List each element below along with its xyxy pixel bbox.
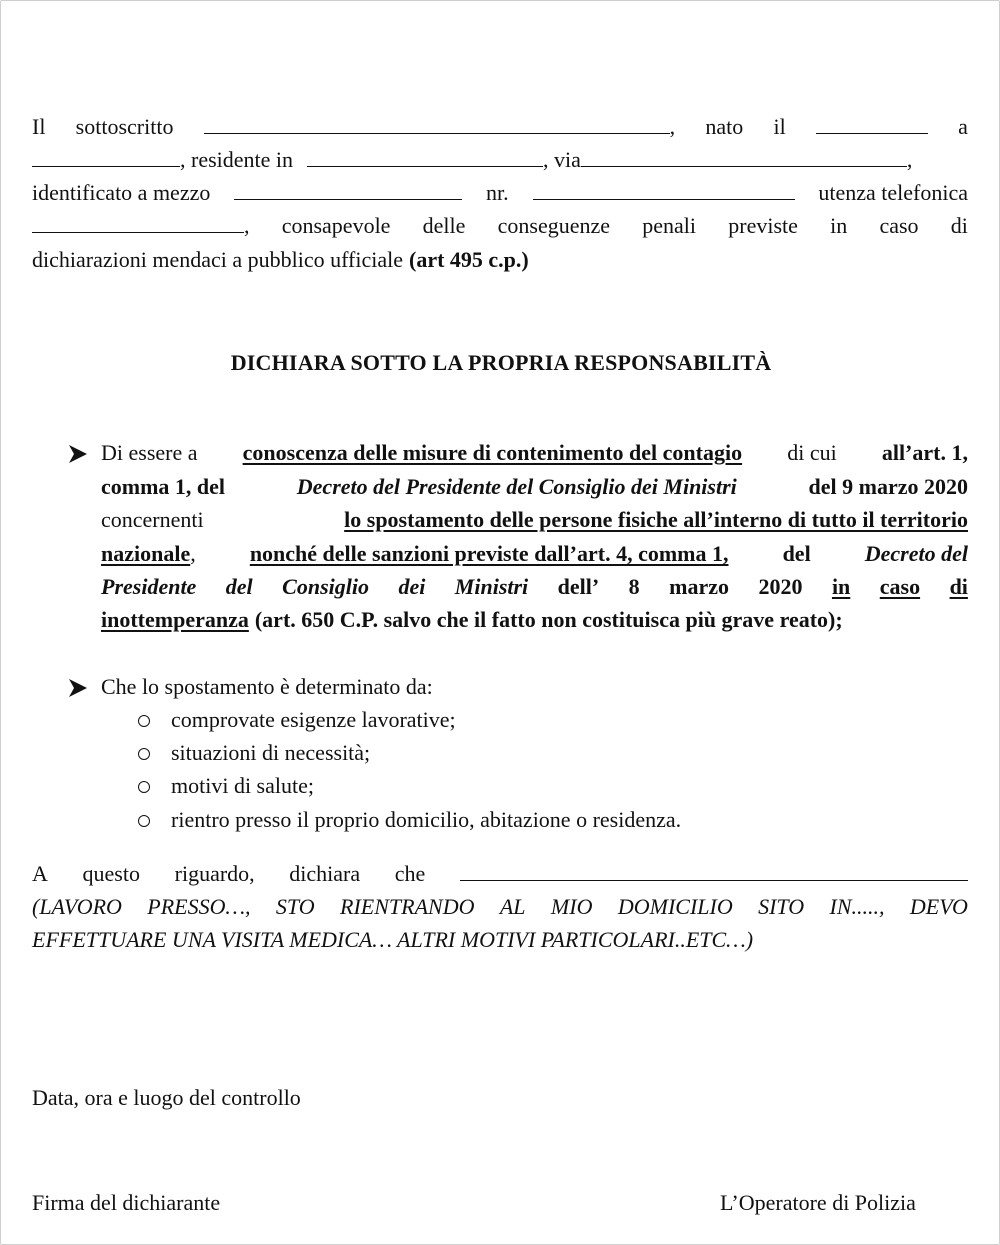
bullet1-text: comma 1, del (101, 474, 226, 499)
circle-bullet-icon (138, 815, 150, 827)
regard-text: SITO (758, 894, 805, 919)
circle-bullet-icon (138, 715, 150, 727)
bullet1-text: marzo (669, 574, 729, 599)
intro-text: il (773, 114, 786, 139)
bullet1-line-4 (101, 539, 968, 569)
intro-text: utenza telefonica (818, 180, 968, 205)
intro-text: , (244, 213, 250, 238)
bullet1-line-1 (101, 438, 968, 468)
bullet1-text: conoscenza delle misure di contenimento del contagio (242, 440, 743, 465)
circle-bullet-icon (138, 781, 150, 793)
intro-text: , (906, 147, 913, 172)
reason-item: comprovate esigenze lavorative; (171, 707, 456, 732)
intro-text: previste (728, 213, 798, 238)
declaration-heading: DICHIARA SOTTO LA PROPRIA RESPONSABILITÀ (230, 350, 772, 375)
intro-text: , (669, 114, 676, 139)
bullet1-text: Ministri (454, 574, 529, 599)
regard-text: che (394, 861, 426, 886)
date-place-label: Data, ora e luogo del controllo (32, 1085, 301, 1110)
id-number-field-blank[interactable] (533, 179, 795, 200)
bullet1-text: in (831, 574, 851, 599)
regard-text: riguardo, (174, 861, 255, 886)
bullet1-text: dell’ (557, 574, 600, 599)
intro-text: a (958, 114, 968, 139)
regard-text: DOMICILIO (617, 894, 733, 919)
regard-line-1 (32, 859, 968, 889)
bullet1-text: lo spostamento delle persone fisiche all’interno di tutto il territorio (344, 507, 968, 532)
intro-line-5 (32, 245, 968, 275)
residence-field-blank[interactable] (307, 146, 543, 167)
name-field-blank[interactable] (204, 113, 670, 134)
bullet1-line-3 (101, 505, 968, 535)
regard-text: STO (275, 894, 315, 919)
bullet1-text: , (190, 541, 196, 566)
regard-text: RIENTRANDO (340, 894, 475, 919)
intro-text: consapevole (281, 213, 391, 238)
bullet1-text: Consiglio (282, 574, 369, 599)
bullet1-text: 2020 (758, 574, 803, 599)
bullet1-text: dei (398, 574, 426, 599)
intro-text: dichiarazioni mendaci a pubblico ufficiale (32, 247, 403, 272)
bullet1-text: del (225, 574, 253, 599)
regard-text: dichiara (289, 861, 361, 886)
regard-line-2 (32, 892, 968, 922)
intro-text: Il (32, 114, 46, 139)
regard-text: A (32, 861, 48, 886)
birth-place-field-blank[interactable] (32, 146, 180, 167)
bullet1-text: del 9 marzo 2020 (808, 474, 968, 499)
bullet1-text: inottemperanza (101, 607, 249, 632)
intro-text: penali (642, 213, 697, 238)
bullet1-text: caso (879, 574, 921, 599)
bullet1-text: 8 (628, 574, 640, 599)
bullet1-line-5 (101, 572, 968, 602)
regard-text: MIO (550, 894, 593, 919)
regard-text: PRESSO…, (147, 894, 251, 919)
bullet1-line-2 (101, 472, 968, 502)
bullet1-text: di (949, 574, 968, 599)
intro-text: in (830, 213, 848, 238)
regard-text: AL (499, 894, 526, 919)
reason-item: situazioni di necessità; (171, 740, 371, 765)
bullet1-text: di cui (787, 440, 837, 465)
intro-text: , via (543, 147, 581, 172)
intro-text: caso (879, 213, 919, 238)
intro-line-3 (32, 178, 968, 208)
bullet1-text: (art. 650 C.P. salvo che il fatto non costituisca più grave reato); (254, 607, 843, 632)
declarant-signature-label: Firma del dichiarante (32, 1190, 221, 1215)
circle-bullet-icon (138, 748, 150, 760)
reason-field-blank[interactable] (460, 860, 968, 881)
bullet1-text: all’art. 1, (881, 440, 968, 465)
intro-text: nr. (486, 180, 509, 205)
regard-line-3: EFFETTUARE UNA VISITA MEDICA… ALTRI MOTIVI PARTICOLARI..ETC…) (32, 927, 754, 952)
reason-item: rientro presso il proprio domicilio, abitazione o residenza. (171, 807, 682, 832)
street-field-blank[interactable] (581, 146, 907, 167)
bullet1-text: concernenti (101, 507, 204, 532)
bullet1-text: nonché delle sanzioni previste dall’art. 4, comma 1, (249, 541, 729, 566)
regard-text: (LAVORO (32, 894, 122, 919)
intro-text: nato (705, 114, 744, 139)
bullet2-label: Che lo spostamento è determinato da: (101, 674, 433, 699)
regard-text: DEVO (909, 894, 968, 919)
bullet1-text: Decreto del (864, 541, 968, 566)
intro-text: (art 495 c.p.) (409, 247, 529, 272)
arrow-bullet-icon (67, 443, 89, 465)
intro-text: identificato a mezzo (32, 180, 211, 205)
id-document-field-blank[interactable] (234, 179, 462, 200)
regard-text: questo (82, 861, 140, 886)
regard-text: IN....., (829, 894, 885, 919)
bullet1-text: del (782, 541, 811, 566)
bullet1-text: Di essere a (101, 440, 198, 465)
intro-text: sottoscritto (75, 114, 174, 139)
intro-line-2 (32, 145, 968, 175)
reason-item: motivi di salute; (171, 773, 314, 798)
intro-text: delle (422, 213, 466, 238)
arrow-bullet-icon (67, 677, 89, 699)
intro-text: di (950, 213, 968, 238)
intro-line-4 (32, 211, 968, 241)
bullet1-text: nazionale (101, 541, 191, 566)
bullet1-text: Presidente (101, 574, 197, 599)
bullet1-text: Decreto del Presidente del Consiglio dei Ministri (296, 474, 737, 499)
birth-date-field-blank[interactable] (816, 113, 928, 134)
bullet1-line-6 (101, 605, 968, 635)
phone-field-blank[interactable] (32, 212, 244, 233)
officer-signature-label: L’Operatore di Polizia (720, 1190, 916, 1215)
intro-line-1 (32, 112, 968, 142)
intro-text: , residente in (180, 147, 294, 172)
intro-text: conseguenze (497, 213, 611, 238)
